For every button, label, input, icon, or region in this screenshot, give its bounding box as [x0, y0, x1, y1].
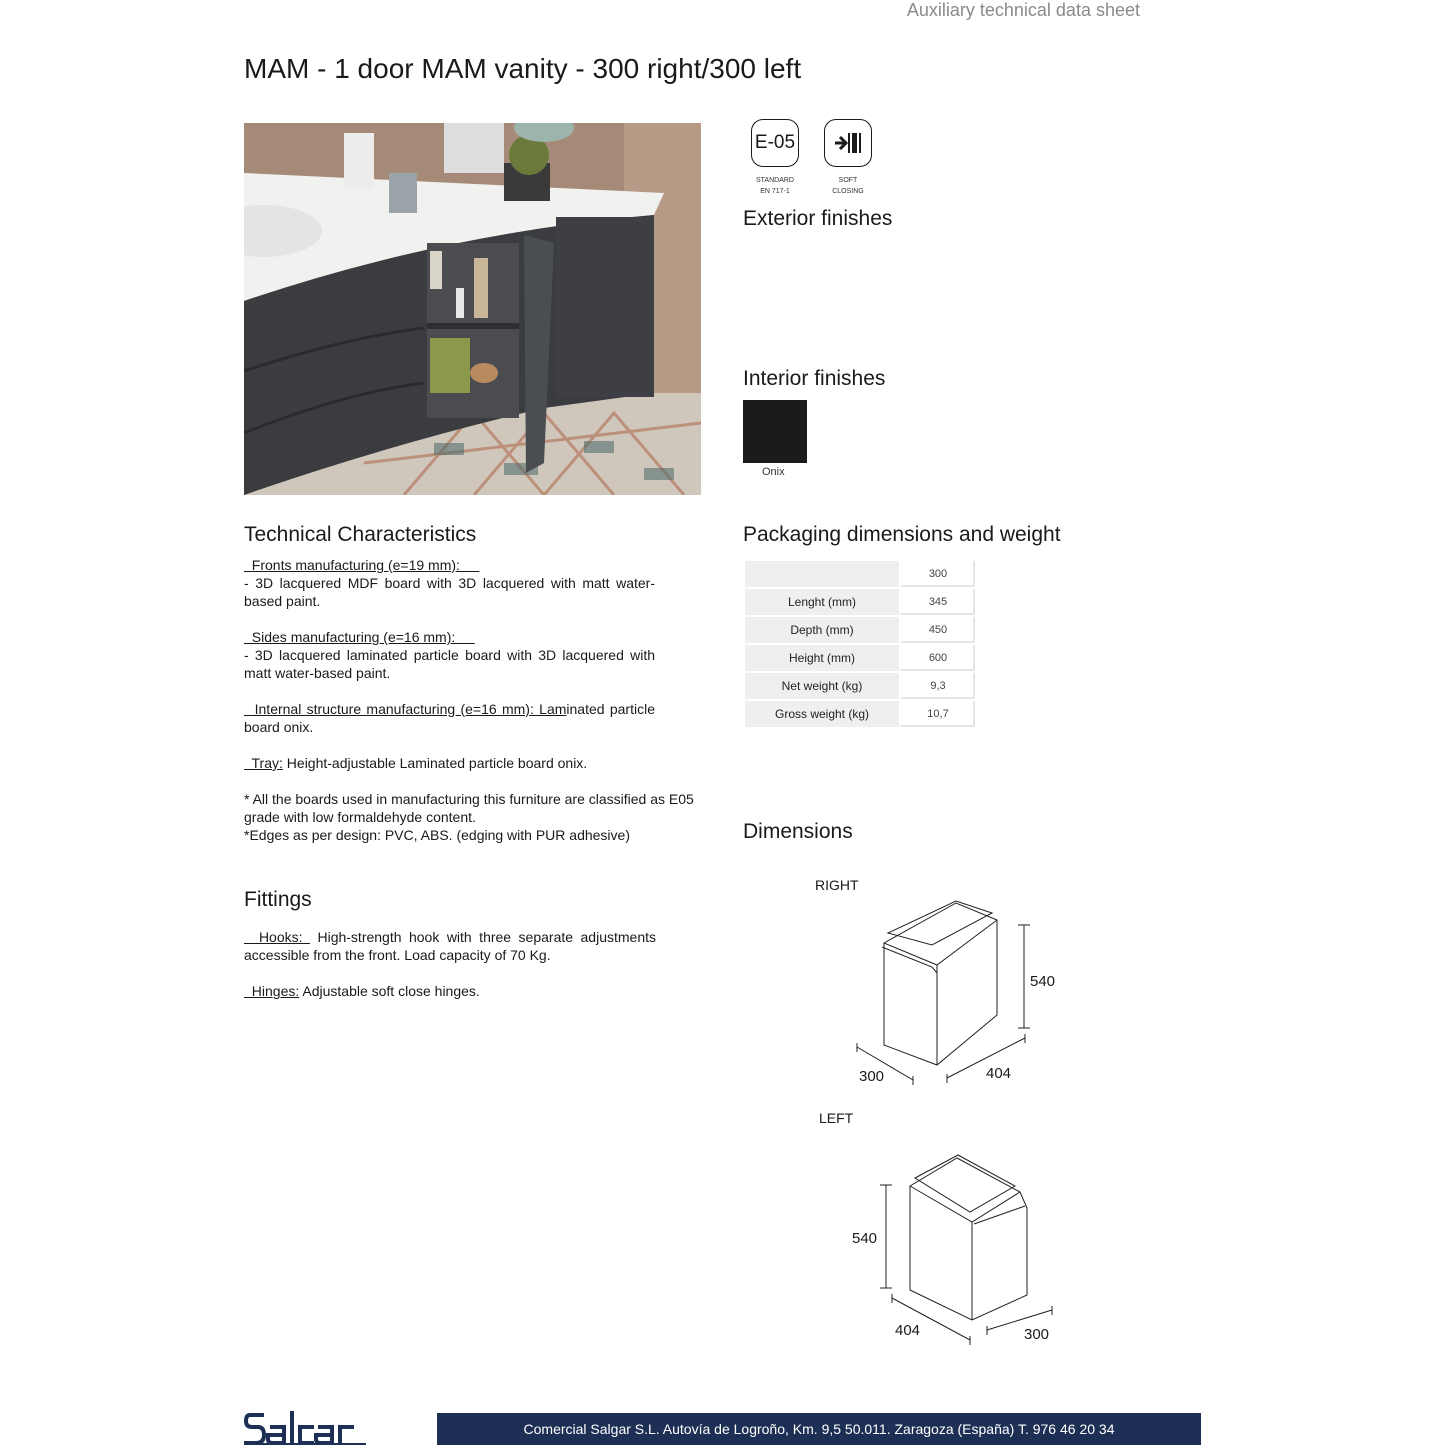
packaging-table [743, 559, 977, 729]
salgar-logo [244, 1411, 369, 1445]
row-value: 450 [901, 617, 975, 643]
badge-caption: EN 717-1 [760, 188, 790, 195]
badge-caption: CLOSING [832, 188, 864, 195]
technical-text [244, 556, 694, 862]
right-height-value: 540 [1030, 973, 1056, 990]
footer-address-bar [437, 1413, 1201, 1445]
hinges-label: Hinges: [244, 983, 300, 999]
row-label: Height (mm) [745, 645, 899, 671]
edges-note: *Edges as per design: PVC, ABS. (edging with PUR adhesive) [244, 827, 630, 843]
row-value: 9,3 [901, 673, 975, 699]
packaging-heading: Packaging dimensions and weight [743, 523, 1061, 546]
fronts-text: - 3D lacquered MDF board with 3D lacquered with matt water-based paint. [244, 575, 655, 609]
table-row [745, 673, 975, 699]
right-width-value: 300 [859, 1068, 885, 1085]
column-header: 300 [901, 561, 975, 587]
fittings-heading: Fittings [244, 888, 312, 911]
technical-heading: Technical Characteristics [244, 523, 477, 546]
row-label: Gross weight (kg) [745, 701, 899, 727]
interior-finishes-heading: Interior finishes [743, 367, 886, 390]
soft-closing-icon [824, 119, 872, 167]
sheet-label: Auxiliary technical data sheet [906, 0, 1140, 20]
sides-text: - 3D lacquered laminated particle board with 3D lacquered with matt water-based paint. [244, 647, 655, 681]
left-width-value: 300 [1024, 1326, 1050, 1343]
e05-badge-box: E-05 [751, 119, 799, 167]
tray-text: Height-adjustable Laminated particle board onix. [282, 755, 588, 771]
hooks-label: Hooks: [244, 929, 310, 945]
footer-address: Comercial Salgar S.L. Autovía de Logroño, Km. 9,5 50.011. Zaragoza (España) T. 976 46 20 34 [523, 1421, 1115, 1437]
formaldehyde-note: * All the boards used in manufacturing this furniture are classified as E05 grade with low formaldehyde content. [244, 791, 694, 825]
row-value: 600 [901, 645, 975, 671]
row-label: Net weight (kg) [745, 673, 899, 699]
product-photo [244, 123, 701, 495]
left-label: LEFT [819, 1110, 854, 1126]
badge-caption: SOFT [838, 177, 858, 184]
table-row [745, 645, 975, 671]
swatch-label: Onix [762, 466, 785, 478]
right-cabinet-drawing [840, 895, 1070, 1095]
fittings-text [244, 928, 656, 1018]
standard-badge [745, 119, 805, 197]
right-label: RIGHT [815, 877, 859, 893]
right-depth-value: 404 [986, 1065, 1012, 1082]
internal-text: inated particle board onix. [244, 701, 655, 735]
dimensions-heading: Dimensions [743, 820, 853, 843]
table-row [745, 701, 975, 727]
tray-label: Tray: [244, 755, 283, 771]
left-depth-value: 404 [895, 1322, 921, 1339]
table-row [745, 561, 975, 587]
row-label: Lenght (mm) [745, 589, 899, 615]
hinges-text: Adjustable soft close hinges. [299, 983, 480, 999]
table-cell [745, 561, 899, 587]
internal-label: Internal structure manufacturing (e=16 mm): Lam [244, 701, 567, 717]
left-cabinet-drawing [870, 1150, 1070, 1350]
fronts-label: Fronts manufacturing (e=19 mm): [244, 557, 480, 573]
page-title: MAM - 1 door MAM vanity - 300 right/300 left [244, 53, 802, 84]
row-value: 345 [901, 589, 975, 615]
sides-label: Sides manufacturing (e=16 mm): [244, 629, 475, 645]
table-row [745, 617, 975, 643]
left-height-value: 540 [852, 1230, 878, 1247]
table-row [745, 589, 975, 615]
badge-caption: STANDARD [756, 177, 794, 184]
color-swatch-onix [743, 400, 807, 463]
exterior-finishes-heading: Exterior finishes [743, 207, 893, 230]
hooks-text: High-strength hook with three separate adjustments accessible from the front. Load capacity of 70 Kg. [244, 929, 656, 963]
row-label: Depth (mm) [745, 617, 899, 643]
soft-closing-badge [818, 119, 878, 197]
row-value: 10,7 [901, 701, 975, 727]
